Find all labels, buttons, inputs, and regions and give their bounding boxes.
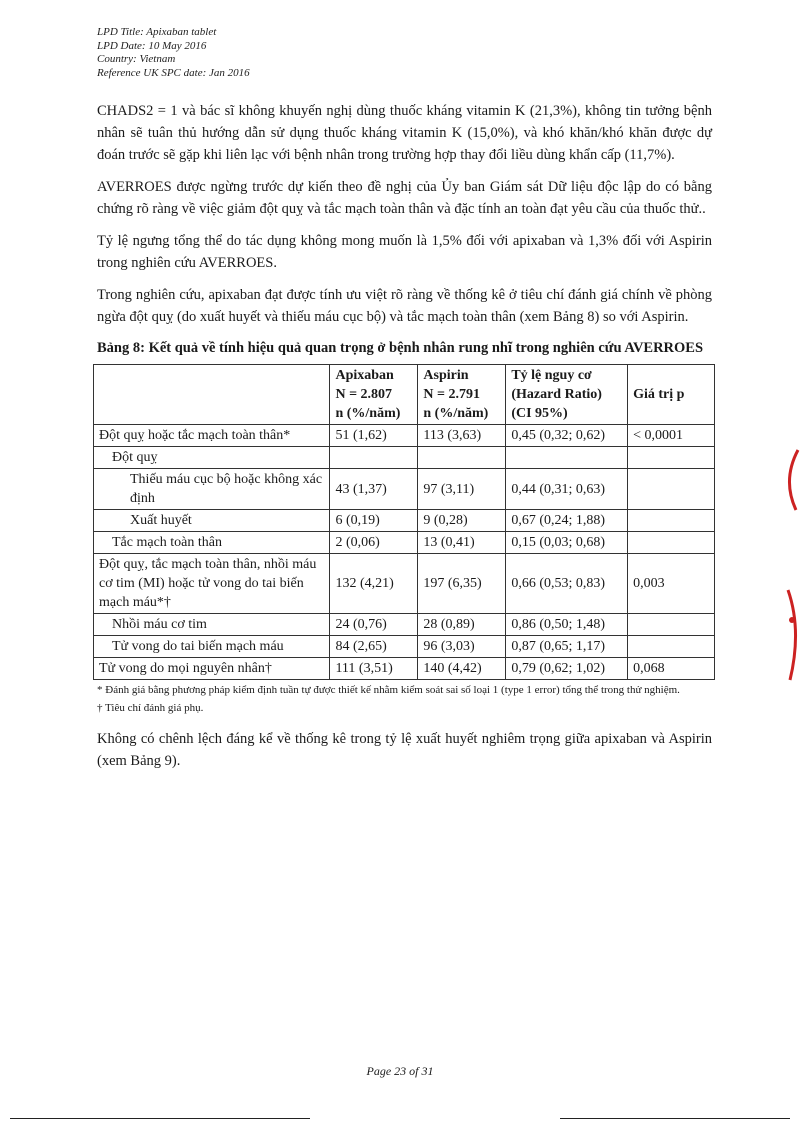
row-label: Tử vong do mọi nguyên nhân† [94,658,330,680]
apixaban-value: 43 (1,37) [330,469,418,510]
p-value [628,614,715,636]
body-paragraph: AVERROES được ngừng trước dự kiến theo đề nghị của Ủy ban Giám sát Dữ liệu độc lập do có bằng chứng rõ ràng về việc giảm đột quỵ và tắc mạch toàn thân và đặc tính an toàn đạt yêu cầu của thuốc thử.. [97,179,712,217]
aspirin-value: 96 (3,03) [418,636,506,658]
row-label: Tử vong do tai biến mạch máu [94,636,330,658]
table-body [94,425,715,680]
table-row [94,658,715,680]
p-value [628,510,715,532]
footer-rule-left [10,1118,310,1119]
apixaban-value: 6 (0,19) [330,510,418,532]
aspirin-value: 9 (0,28) [418,510,506,532]
apixaban-value: 132 (4,21) [330,554,418,614]
body-paragraph: Không có chênh lệch đáng kể về thống kê trong tỷ lệ xuất huyết nghiêm trọng giữa apixaban và Aspirin (xem Bảng 9). [97,731,712,769]
row-label: Tắc mạch toàn thân [94,532,330,554]
header-line: LPD Date: 10 May 2016 [97,39,207,52]
footer-rule-right [560,1118,790,1119]
table-row [94,636,715,658]
aspirin-value: 113 (3,63) [418,425,506,447]
aspirin-value: 28 (0,89) [418,614,506,636]
table-row [94,447,715,469]
apixaban-value: 51 (1,62) [330,425,418,447]
table-row [94,469,715,510]
aspirin-value: 197 (6,35) [418,554,506,614]
header-cell-aspirin: Aspirin N = 2.791 n (%/năm) [418,365,506,425]
hazard-ratio-value: 0,87 (0,65; 1,17) [506,636,628,658]
table-row [94,510,715,532]
header-cell-label [94,365,330,425]
hazard-ratio-value [506,447,628,469]
hazard-ratio-value: 0,66 (0,53; 0,83) [506,554,628,614]
p-value [628,447,715,469]
header-line: Country: Vietnam [97,53,176,65]
apixaban-value [330,447,418,469]
p-value: 0,068 [628,658,715,680]
stamp-edge-mark [770,440,800,700]
apixaban-value: 24 (0,76) [330,614,418,636]
results-table [93,364,715,680]
row-label: Đột quỵ hoặc tắc mạch toàn thân* [94,425,330,447]
hazard-ratio-value: 0,67 (0,24; 1,88) [506,510,628,532]
aspirin-value [418,447,506,469]
apixaban-value: 2 (0,06) [330,532,418,554]
p-value: < 0,0001 [628,425,715,447]
body-paragraph: Tỷ lệ ngưng tổng thể do tác dụng không mong muốn là 1,5% đối với apixaban và 1,3% đối với Aspirin trong nghiên cứu AVERROES. [97,233,712,271]
apixaban-value: 111 (3,51) [330,658,418,680]
apixaban-value: 84 (2,65) [330,636,418,658]
body-paragraph: CHADS2 = 1 và bác sĩ không khuyến nghị dùng thuốc kháng vitamin K (21,3%), không tin tưởng bệnh nhân sẽ tuân thủ hướng dẫn sử dụng thuốc kháng vitamin K (15,0%), và khó khăn/khó khăn được dự đoán trước sẽ gặp khi liên lạc với bệnh nhân trong trường hợp thay đổi liều dùng khẩn cấp (11,7%). [97,103,712,163]
body-paragraph: Trong nghiên cứu, apixaban đạt được tính ưu việt rõ ràng về thống kê ở tiêu chí đánh giá chính về phòng ngừa đột quỵ (do xuất huyết và thiếu máu cục bộ) và tắc mạch toàn thân (xem Bảng 8) so với Aspirin. [97,287,712,325]
hazard-ratio-value: 0,86 (0,50; 1,48) [506,614,628,636]
hazard-ratio-value: 0,79 (0,62; 1,02) [506,658,628,680]
p-value [628,636,715,658]
table-row [94,614,715,636]
header-line: Reference UK SPC date: Jan 2016 [97,66,250,79]
document-body [97,100,712,782]
aspirin-value: 13 (0,41) [418,532,506,554]
document-header [97,26,250,80]
hazard-ratio-value: 0,15 (0,03; 0,68) [506,532,628,554]
p-value [628,469,715,510]
aspirin-value: 97 (3,11) [418,469,506,510]
table-footnote: * Đánh giá bằng phương pháp kiểm định tuần tự được thiết kế nhằm kiểm soát sai số loại 1 (type 1 error) tổng thể trong thử nghiệm. [97,684,680,696]
table-row [94,532,715,554]
hazard-ratio-value: 0,45 (0,32; 0,62) [506,425,628,447]
table-footnote: † Tiêu chí đánh giá phụ. [97,702,204,714]
row-label: Đột quỵ, tắc mạch toàn thân, nhồi máu cơ tim (MI) hoặc tử vong do tai biến mạch máu*† [94,554,330,614]
row-label: Thiếu máu cục bộ hoặc không xác định [94,469,330,510]
row-label: Xuất huyết [94,510,330,532]
header-line: LPD Title: Apixaban tablet [97,26,217,38]
aspirin-value: 140 (4,42) [418,658,506,680]
header-cell-apixaban: Apixaban N = 2.807 n (%/năm) [330,365,418,425]
hazard-ratio-value: 0,44 (0,31; 0,63) [506,469,628,510]
header-cell-hazard-ratio: Tỷ lệ nguy cơ (Hazard Ratio) (CI 95%) [506,365,628,425]
table-row [94,425,715,447]
page-number: Page 23 of 31 [366,1064,434,1078]
table-caption: Bảng 8: Kết quả về tính hiệu quả quan trọng ở bệnh nhân rung nhĩ trong nghiên cứu AVERROES [97,340,704,356]
row-label: Nhồi máu cơ tim [94,614,330,636]
p-value [628,532,715,554]
p-value: 0,003 [628,554,715,614]
row-label: Đột quỵ [94,447,330,469]
table-header-row [94,365,715,425]
header-cell-p-value: Giá trị p [628,365,715,425]
table-row [94,554,715,614]
